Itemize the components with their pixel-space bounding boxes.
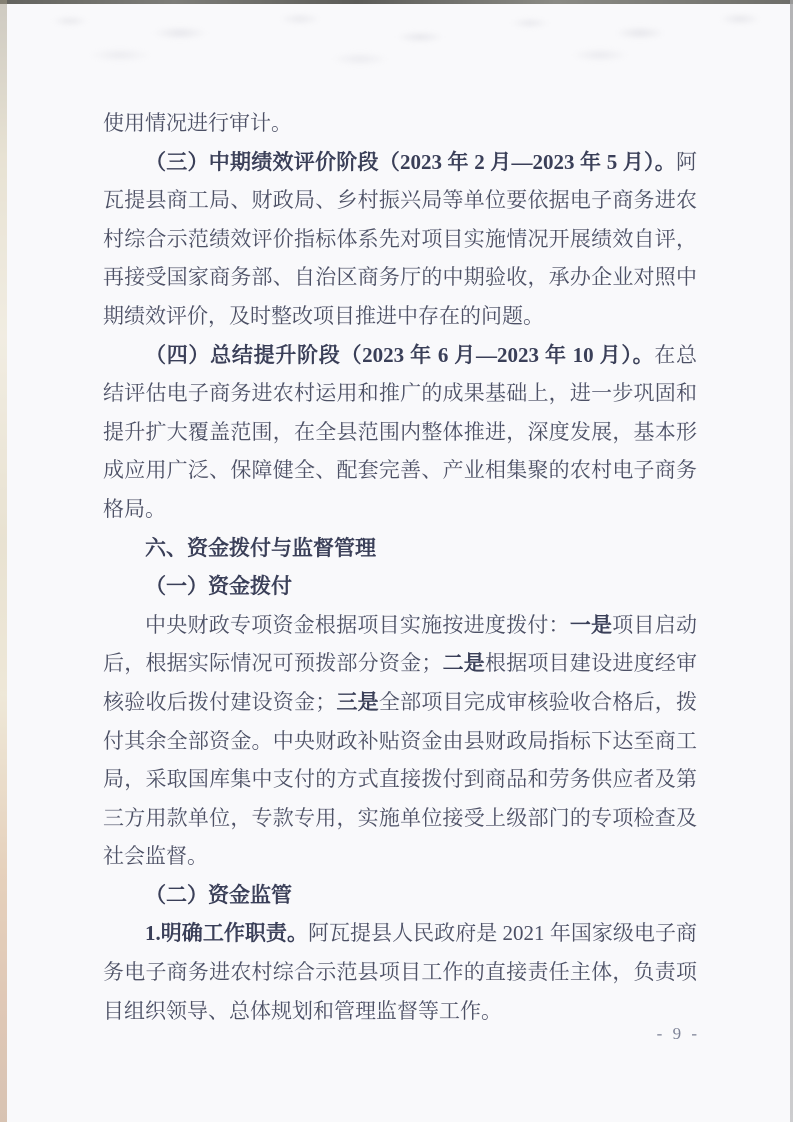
scan-noise-artifact: [0, 3, 793, 83]
heading-run: （一）资金拨付: [145, 574, 292, 599]
text-run: 阿瓦提县人民政府是 2021 年国家级电子商务电子商务进农村综合示范县项目工作的直接责任主体，负责项目组织领导、总体规划和管理监督等工作。: [103, 921, 698, 1023]
paragraph-work-responsibility: [103, 914, 697, 1030]
text-run: 中央财政专项资金根据项目实施按进度拨付：: [145, 612, 570, 637]
text-run: 使用情况进行审计。: [103, 111, 292, 135]
paragraph-summary-improvement-phase: [103, 336, 697, 529]
paragraph-audit-continuation: [103, 104, 697, 143]
heading-fund-supervision: [103, 876, 697, 915]
bold-emphasis-run: 三是: [336, 689, 379, 714]
bold-lead-run: （三）中期绩效评价阶段（2023 年 2 月—2023 年 5 月）。: [145, 149, 676, 174]
page-number: - 9 -: [656, 1024, 700, 1043]
bold-emphasis-run: 一是: [569, 612, 613, 637]
heading-fund-allocation: [103, 567, 697, 606]
heading-run: （二）资金监管: [145, 882, 292, 907]
text-run: 项目启动后，根据实际情况可预拨部分资金；: [103, 612, 698, 676]
heading-run: 六、资金拨付与监督管理: [145, 535, 376, 560]
bold-lead-run: （四）总结提升阶段（2023 年 6 月—2023 年 10 月）。: [145, 342, 655, 367]
bold-emphasis-run: 二是: [442, 651, 486, 676]
text-run: 全部项目完成审核验收合格后，拨付其余全部资金。中央财政补贴资金由县财政局指标下达至商工局，采取国库集中支付的方式直接拨付到商品和劳务供应者及第三方用款单位，专款专用，实施单位接受上级部门的专项检查及社会监督。: [103, 689, 698, 869]
paragraph-fund-allocation-detail: [103, 606, 697, 876]
text-run: 根据项目建设进度经审核验收后拨付建设资金；: [103, 651, 698, 714]
text-run: 阿瓦提县商工局、财政局、乡村振兴局等单位要依据电子商务进农村综合示范绩效评价指标体系先对项目实施情况开展绩效自评，再接受国家商务部、自治区商务厅的中期验收，承办企业对照中期绩效评价，及时整改项目推进中存在的问题。: [103, 149, 697, 328]
heading-section-six-fund-management: [103, 529, 697, 568]
bold-lead-run: 1.明确工作职责。: [145, 921, 308, 946]
document-content: [103, 104, 697, 1030]
text-run: 在总结评估电子商务进农村运用和推广的成果基础上，进一步巩固和提升扩大覆盖范围，在全县范围内整体推进，深度发展，基本形成应用广泛、保障健全、配套完善、产业相集聚的农村电子商务格局。: [103, 342, 697, 521]
scan-edge-left: [0, 0, 7, 1122]
paragraph-midterm-evaluation-phase: [103, 143, 697, 336]
